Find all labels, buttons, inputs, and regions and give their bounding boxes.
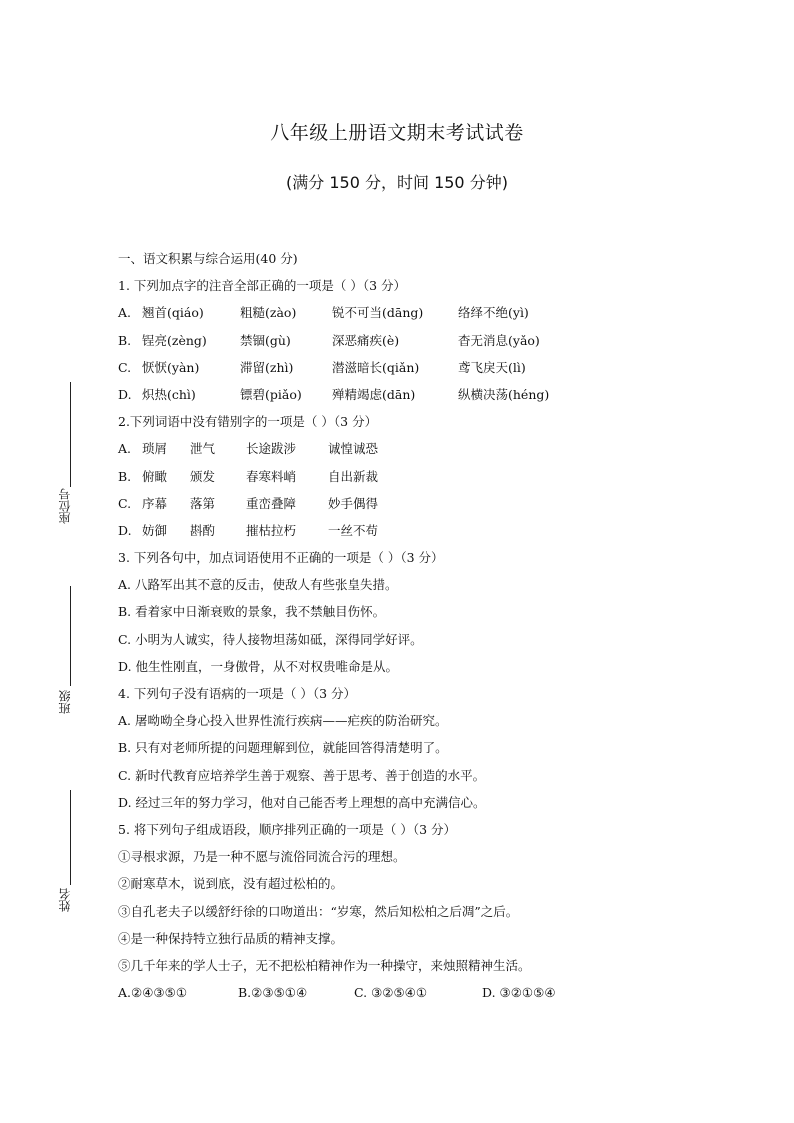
gutter-label-class: 班级 [58,690,72,714]
q3-option-a: A. 八路军出其不意的反击，使敌人有些张皇失措。 [118,577,398,593]
option-letter: C. [118,359,132,375]
gutter-line-seat [70,382,71,487]
q1-option-a [118,304,758,331]
q3-option-d: D. 他生性刚直，一身傲骨，从不对权贵唯命是从。 [118,658,399,674]
option-item: 琐屑 [142,441,168,457]
option-item: 锐不可当(dāng) [332,305,424,321]
q2-option-a [118,440,758,467]
option-item: 杳无消息(yǎo) [458,332,540,348]
option-item: 络绎不绝(yì) [458,305,529,321]
option-item: 俯瞰 [142,468,168,484]
option-item: 禁锢(gù) [240,332,291,348]
option-item: 长途跋涉 [246,441,297,457]
option-item: 颁发 [190,468,216,484]
q2-option-b [118,468,758,495]
option-item: 自出新裁 [328,468,379,484]
q1-option-b [118,332,758,359]
option-item: 殚精竭虑(dān) [332,386,416,402]
option-item: 粗糙(zào) [240,305,297,321]
gutter-label-seat: 座位号 [58,488,72,524]
q5-sentence-3: ③自孔老夫子以缓舒纡徐的口吻道出：“岁寒，然后知松柏之后凋”之后。 [118,903,519,919]
exam-title: 八年级上册语文期末考试试卷 [270,122,524,144]
option-item: 深恶痛疾(è) [332,332,400,348]
option-item: 诚惶诚恐 [328,441,379,457]
q5-choice-a: A.②④③⑤① [118,985,188,1001]
q5-sentence-2: ②耐寒草木，说到底，没有超过松柏的。 [118,876,344,892]
exam-content [118,250,758,1011]
option-item: 春寒料峭 [246,468,297,484]
option-letter: A. [118,305,132,321]
option-item: 重峦叠障 [246,495,297,511]
q2-option-c [118,495,758,522]
q5-sentence-4: ④是一种保持特立独行品质的精神支撑。 [118,930,344,946]
q3-option-c: C. 小明为人诚实，待人接物坦荡如砥，深得同学好评。 [118,631,423,647]
gutter-line-name [70,790,71,885]
question-1-stem: 1. 下列加点字的注音全部正确的一项是（ ）（3 分） [118,278,407,294]
q1-option-c [118,359,758,386]
q4-option-b: B. 只有对老师所提的问题理解到位，就能回答得清楚明了。 [118,740,448,756]
option-letter: C. [118,495,132,511]
option-item: 炽热(chì) [142,386,196,402]
option-item: 落第 [190,495,216,511]
q5-sentence-1: ①寻根求源，乃是一种不愿与流俗同流合污的理想。 [118,849,406,865]
option-item: 妙手偶得 [328,495,379,511]
exam-subtitle: (满分 150 分，时间 150 分钟) [286,173,508,192]
option-item: 纵横决荡(héng) [458,386,550,402]
gutter-line-class [70,586,71,686]
q5-choice-b: B.②③⑤①④ [238,985,308,1001]
q1-option-d [118,386,758,413]
q4-option-d: D. 经过三年的努力学习，他对自己能否考上理想的高中充满信心。 [118,794,486,810]
option-item: 一丝不苟 [328,522,379,538]
option-item: 镖碧(piǎo) [240,386,302,402]
option-item: 恹恹(yàn) [142,359,200,375]
q4-option-c: C. 新时代教育应培养学生善于观察、善于思考、善于创造的水平。 [118,767,486,783]
option-item: 斟酌 [190,522,216,538]
option-item: 翘首(qiáo) [142,305,204,321]
q5-choice-d: D. ③②①⑤④ [482,985,556,1001]
q5-choice-c: C. ③②⑤④① [354,985,428,1001]
option-item: 滞留(zhì) [240,359,294,375]
option-letter: D. [118,386,132,402]
option-item: 锃亮(zèng) [142,332,207,348]
option-item: 鸢飞戾天(lì) [458,359,526,375]
gutter-label-name: 姓名 [58,888,72,912]
q4-option-a: A. 屠呦呦全身心投入世界性流行疾病——疟疾的防治研究。 [118,713,448,729]
q3-option-b: B. 看着家中日渐衰败的景象，我不禁触目伤怀。 [118,604,386,620]
option-item: 妨御 [142,522,168,538]
option-letter: B. [118,332,132,348]
section-heading: 一、语文积累与综合运用(40 分) [118,251,298,266]
option-item: 泄气 [190,441,216,457]
q5-choices [118,984,758,1011]
option-letter: A. [118,441,132,457]
q2-option-d [118,522,758,549]
option-item: 序幕 [142,495,168,511]
option-letter: D. [118,522,132,538]
option-letter: B. [118,468,132,484]
question-5-stem: 5. 将下列句子组成语段，顺序排列正确的一项是（ ）（3 分） [118,821,457,837]
question-4-stem: 4. 下列句子没有语病的一项是（ ）（3 分） [118,686,357,701]
option-item: 摧枯拉朽 [246,522,297,538]
q5-sentence-5: ⑤几千年来的学人士子，无不把松柏精神作为一种操守，来烛照精神生活。 [118,957,531,973]
option-item: 潜滋暗长(qiǎn) [332,359,420,375]
question-2-stem: 2.下列词语中没有错别字的一项是（ ）（3 分） [118,414,378,430]
question-3-stem: 3. 下列各句中，加点词语使用不正确的一项是（ ）（3 分） [118,550,444,566]
